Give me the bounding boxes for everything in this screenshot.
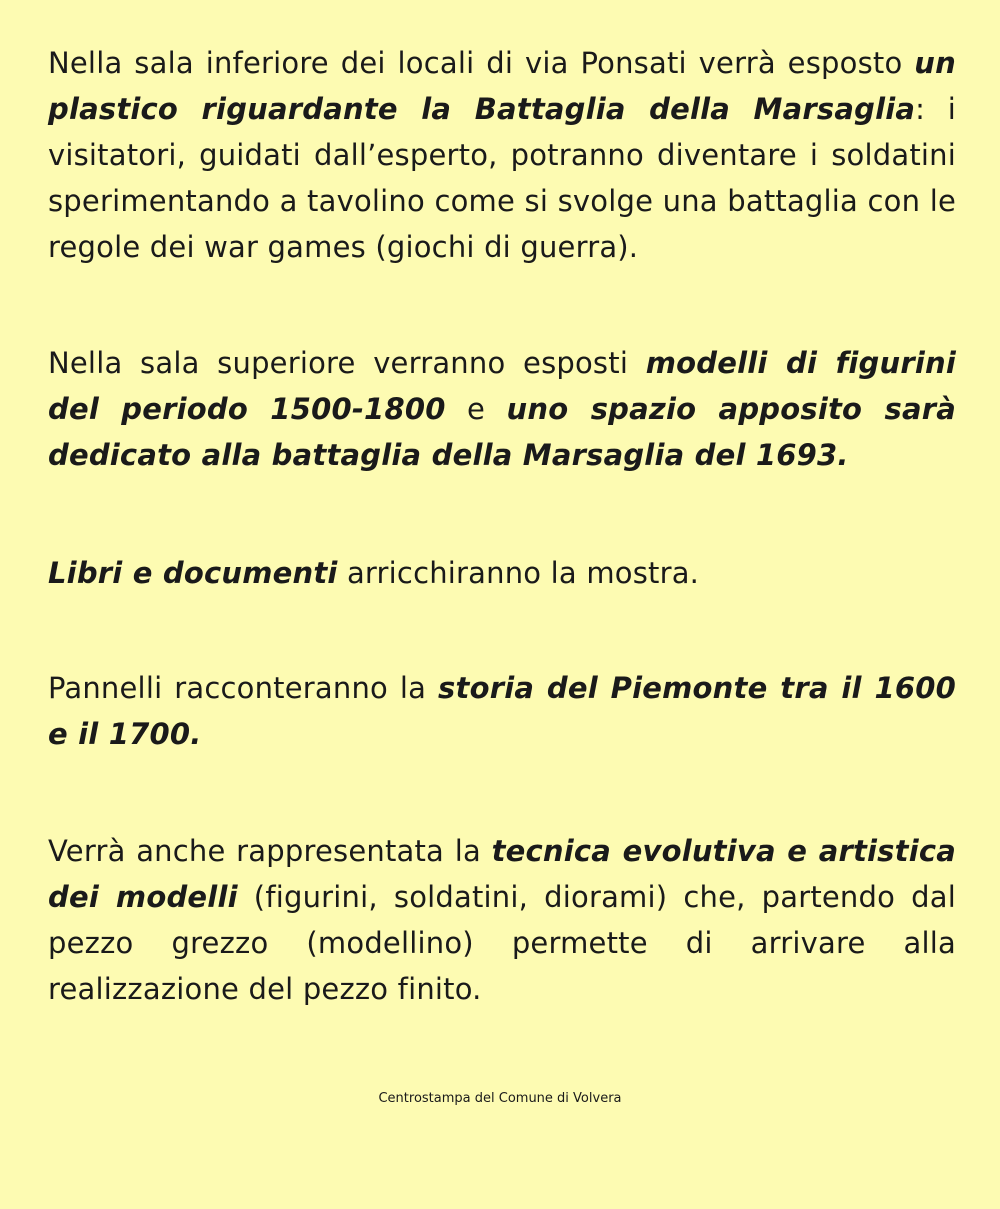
emphasis-text: un plastico riguardante la Battaglia della Marsaglia xyxy=(48,46,956,126)
paragraph-plastico xyxy=(48,40,956,270)
text-segment: arricchiranno la mostra. xyxy=(337,556,700,590)
emphasis-text: tecnica evolutiva e artistica dei modelli xyxy=(48,834,957,914)
paragraph-pannelli xyxy=(48,665,956,757)
text-segment: (figurini, soldatini, diorami) che, partendo dal pezzo grezzo (modellino) permette di arrivare alla realizzazione del pezzo finito. xyxy=(48,880,956,1006)
paragraph-tecnica xyxy=(48,828,956,1012)
emphasis-text: uno spazio apposito sarà dedicato alla battaglia della Marsaglia del 1693. xyxy=(48,392,956,472)
text-segment: Nella sala inferiore dei locali di via Ponsati verrà esposto xyxy=(48,46,915,80)
text-segment: Nella sala superiore verranno esposti xyxy=(48,346,646,380)
footer-credit: Centrostampa del Comune di Volvera xyxy=(378,1091,622,1106)
paragraph-libri xyxy=(48,550,956,596)
emphasis-text: Libri e documenti xyxy=(48,556,338,590)
text-segment: Verrà anche rappresentata la xyxy=(48,834,492,868)
emphasis-text: modelli di figurini del periodo 1500-1800 xyxy=(48,346,956,426)
text-segment: Pannelli racconteranno la xyxy=(48,671,439,705)
text-segment: : i visitatori, guidati dall’esperto, potranno diventare i soldatini sperimentando a tavolino come si svolge una battaglia con le regole dei war games (giochi di guerra). xyxy=(48,92,956,264)
emphasis-text: storia del Piemonte tra il 1600 e il 1700. xyxy=(48,671,956,751)
paragraph-figurini xyxy=(48,340,956,478)
text-segment: e xyxy=(445,392,507,426)
